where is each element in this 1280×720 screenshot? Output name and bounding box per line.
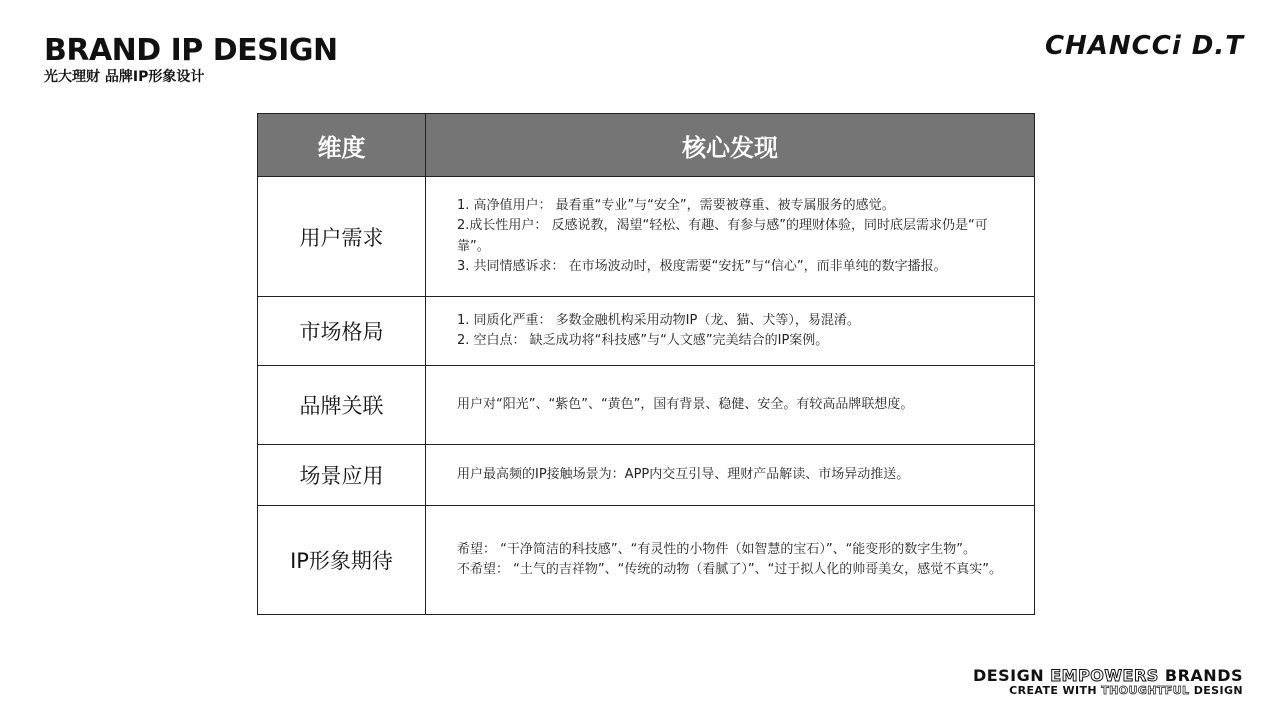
- finding-line: 用户对“阳光”、“紫色”、“黄色”，国有背景、稳健、安全。有较高品牌联想度。: [457, 396, 914, 412]
- footer-tagline: [1009, 684, 1243, 698]
- table-row: [258, 177, 1035, 297]
- footer-tagline-part: CREATE WITH: [1009, 684, 1102, 697]
- table-header-row: [258, 114, 1035, 177]
- column-header-dimension: 维度: [258, 114, 426, 177]
- finding-line: 2. 空白点： 缺乏成功将“科技感”与“人文感”完美结合的IP案例。: [457, 333, 829, 348]
- table-row: [258, 506, 1035, 615]
- finding-line: 希望： “干净简洁的科技感”、“有灵性的小物件（如智慧的宝石）”、“能变形的数字生物”。: [457, 541, 977, 557]
- row-dimension: 市场格局: [258, 297, 426, 366]
- footer-slogan: [973, 666, 1243, 686]
- row-dimension: 品牌关联: [258, 366, 426, 445]
- row-dimension: 场景应用: [258, 445, 426, 506]
- finding-line: 用户最高频的IP接触场景为：APP内交互引导、理财产品解读、市场异动推送。: [457, 466, 910, 482]
- row-findings: [426, 506, 1035, 615]
- finding-line: 3. 共同情感诉求： 在市场波动时，极度需要“安抚”与“信心”，而非单纯的数字播报。: [457, 259, 947, 274]
- finding-line: 1. 高净值用户： 最看重“专业”与“安全”，需要被尊重、被专属服务的感觉。: [457, 197, 895, 213]
- table-row: [258, 297, 1035, 366]
- row-dimension: IP形象期待: [258, 506, 426, 615]
- brand-logo: CHANCCi D.T: [1044, 31, 1244, 61]
- footer-slogan-part: BRANDS: [1158, 666, 1243, 685]
- table-row: [258, 366, 1035, 445]
- finding-line: 不希望： “土气的吉祥物”、“传统的动物（看腻了）”、“过于拟人化的帅哥美女，感觉不真实”。: [457, 562, 1003, 577]
- page-subtitle: 光大理财 品牌IP形象设计: [44, 69, 205, 85]
- row-dimension: 用户需求: [258, 177, 426, 297]
- footer-slogan-outline: EMPOWERS: [1050, 666, 1159, 685]
- finding-line: 1. 同质化严重： 多数金融机构采用动物IP（龙、猫、犬等），易混淆。: [457, 312, 860, 328]
- footer-tagline-outline: THOUGHTFUL: [1101, 684, 1190, 697]
- page-title: BRAND IP DESIGN: [44, 33, 338, 68]
- footer-tagline-part: DESIGN: [1189, 684, 1243, 697]
- row-findings: [426, 445, 1035, 506]
- table-row: [258, 445, 1035, 506]
- row-findings: [426, 177, 1035, 297]
- footer-slogan-part: DESIGN: [972, 666, 1051, 685]
- finding-line: 2.成长性用户： 反感说教，渴望“轻松、有趣、有参与感”的理财体验，同时底层需求仍是“可靠”。: [457, 218, 988, 254]
- row-findings: [426, 366, 1035, 445]
- row-findings: [426, 297, 1035, 366]
- column-header-findings: 核心发现: [426, 114, 1035, 177]
- findings-table: [257, 113, 1035, 615]
